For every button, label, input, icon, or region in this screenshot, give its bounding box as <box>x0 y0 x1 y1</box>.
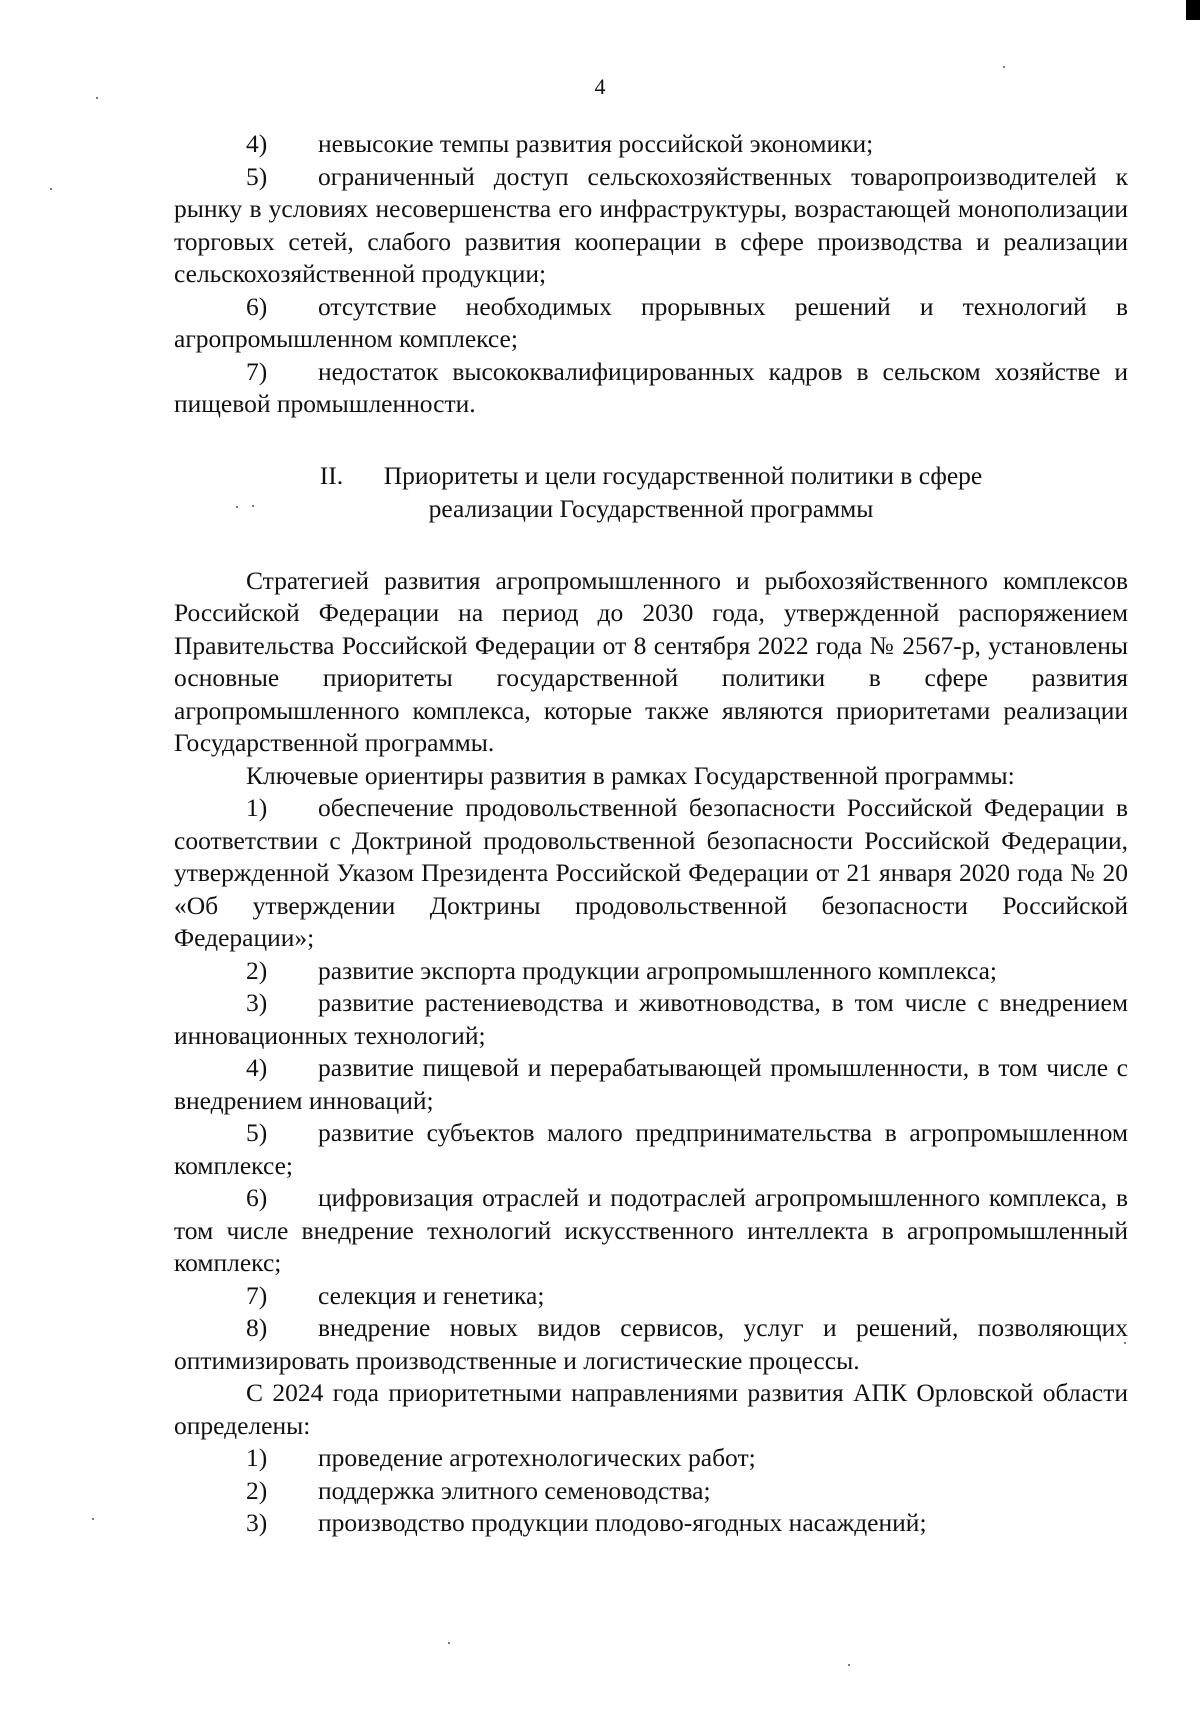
list-item-number: 2) <box>246 1475 268 1505</box>
key-directions-intro: Ключевые ориентиры развития в рамках Государственной программы: <box>246 760 1015 790</box>
orel-priorities-intro: С 2024 года приоритетными направлениями развития АПК Орловской области определены: <box>174 1378 1128 1440</box>
list-item-text: поддержка элитного семеноводства; <box>318 1475 711 1505</box>
key-directions-list <box>174 792 1128 1377</box>
list-item-number: 3) <box>246 988 268 1017</box>
list-item-text: цифровизация отраслей и подотраслей агропромышленного комплекса, в том числе внедрение технологий искусственного интеллекта в агропромышленный комплекс; <box>174 1183 1128 1277</box>
section-title-part-2: реализации Государственной программы <box>428 493 874 523</box>
list-item-text: невысокие темпы развития российской экономики; <box>318 129 874 158</box>
scan-speck <box>92 1518 94 1520</box>
list-item-number: 4) <box>246 1053 268 1082</box>
scan-speck <box>848 1664 850 1666</box>
list-item-text: развитие субъектов малого предпринимательства в агропромышленном комплексе; <box>174 1118 1128 1180</box>
scan-corner-mark <box>1186 0 1200 20</box>
page-number: 4 <box>594 74 606 99</box>
section-title-part-1: Приоритеты и цели государственной политики в сфере <box>383 460 983 490</box>
list-item-text: развитие экспорта продукции агропромышленного комплекса; <box>318 955 997 985</box>
list-item-number: 8) <box>246 1313 268 1342</box>
scan-speck <box>50 188 52 190</box>
list-item <box>174 1475 1128 1508</box>
strategy-paragraph: Стратегией развития агропромышленного и рыбохозяйственного комплексов Российской Федерации на период до 2030 года, утвержденной распоряжением Правительства Российской Федерации от 8 сентября 2022 года № 2567-р, установлены основные приоритеты государственной политики в сфере развития агропромышленного комплекса, которые также являются приоритетами реализации Государственной программы. <box>174 565 1128 757</box>
list-item-number: 6) <box>246 291 268 321</box>
list-item <box>174 161 1128 291</box>
list-item-text: ограниченный доступ сельскохозяйственных товаропроизводителей к рынку в условиях несовершенства его инфраструктуры, возрастающей монополизации торговых сетей, слабого развития кооперации в сфере производства и реализации сельскохозяйственной продукции; <box>174 161 1128 288</box>
list-item <box>174 1182 1128 1280</box>
list-item-text: отсутствие необходимых прорывных решений и технологий в агропромышленном комплексе; <box>174 291 1128 353</box>
list-item <box>174 987 1128 1052</box>
list-item-text: внедрение новых видов сервисов, услуг и решений, позволяющих оптимизировать производственные и логистические процессы. <box>174 1313 1128 1375</box>
list-item-number: 1) <box>246 1443 268 1472</box>
problems-list <box>174 128 1128 421</box>
list-item <box>174 291 1128 356</box>
list-item-number: 5) <box>246 161 268 191</box>
list-item <box>174 1052 1128 1117</box>
list-item-number: 7) <box>246 1280 268 1310</box>
section-number: II. <box>319 460 344 490</box>
list-item-text: селекция и генетика; <box>318 1280 545 1310</box>
list-item <box>174 1442 1128 1475</box>
list-item-text: производство продукции плодово-ягодных насаждений; <box>318 1508 927 1537</box>
scan-speck <box>1003 66 1005 68</box>
list-item <box>174 128 1128 161</box>
list-item <box>174 1117 1128 1182</box>
document-body <box>174 128 1128 1540</box>
list-item <box>174 792 1128 955</box>
list-item-number: 2) <box>246 955 268 985</box>
orel-priorities-list <box>174 1442 1128 1540</box>
list-item-number: 7) <box>246 356 268 386</box>
section-heading-line-1 <box>174 459 1128 492</box>
list-item <box>174 1507 1128 1540</box>
list-item <box>174 955 1128 988</box>
list-item-number: 4) <box>246 129 268 158</box>
list-item <box>174 356 1128 421</box>
list-item-number: 3) <box>246 1508 268 1537</box>
list-item <box>174 1312 1128 1377</box>
list-item-text: недостаток высококвалифицированных кадров в сельском хозяйстве и пищевой промышленности. <box>174 356 1128 418</box>
scan-speck <box>448 1642 450 1644</box>
list-item-text: развитие пищевой и перерабатывающей промышленности, в том числе с внедрением инноваций; <box>174 1053 1128 1115</box>
list-item-number: 5) <box>246 1118 268 1147</box>
list-item-text: обеспечение продовольственной безопасности Российской Федерации в соответствии с Доктриной продовольственной безопасности Российской Федерации, утвержденной Указом Президента Российской Федерации от 21 января 2020 года № 20 «Об утверждении Доктрины продовольственной безопасности Российской Федерации»; <box>174 793 1128 952</box>
section-heading <box>174 459 1128 525</box>
list-item-text: проведение агротехнологических работ; <box>318 1443 756 1472</box>
list-item <box>174 1280 1128 1313</box>
list-item-number: 6) <box>246 1183 268 1212</box>
list-item-number: 1) <box>246 793 268 822</box>
list-item-text: развитие растениеводства и животноводства, в том числе с внедрением инновационных технологий; <box>174 988 1128 1050</box>
